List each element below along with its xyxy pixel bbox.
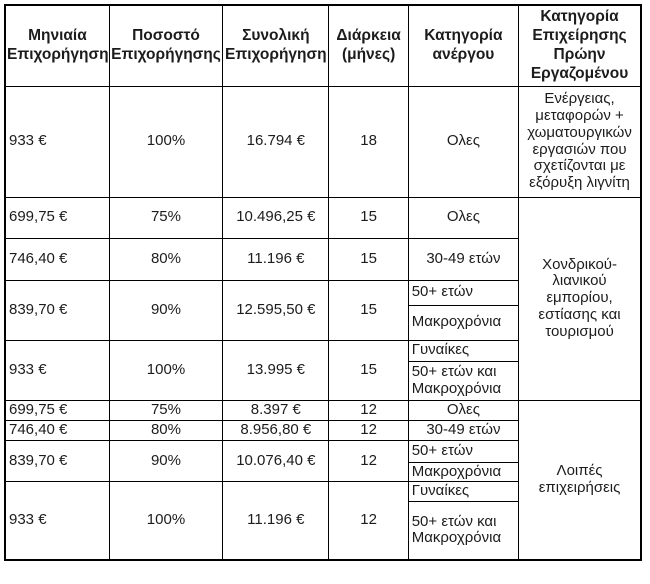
col-header-total-subsidy: Συνολική Επιχορήγηση (223, 5, 329, 86)
cell-percentage: 90% (109, 280, 222, 340)
cell-unemployed-category: 50+ ετών και Μακροχρόνια (408, 361, 518, 400)
header-row (5, 5, 641, 86)
cell-unemployed-category: Ολες (408, 197, 518, 238)
cell-monthly: 933 € (5, 86, 109, 197)
cell-total: 12.595,50 € (223, 280, 329, 340)
cell-months: 15 (329, 197, 408, 238)
cell-monthly: 746,40 € (5, 420, 109, 440)
cell-unemployed-category: Ολες (408, 400, 518, 420)
cell-percentage: 80% (109, 238, 222, 280)
cell-percentage: 100% (109, 482, 222, 560)
col-header-monthly-subsidy: Μηνιαία Επιχορήγηση (5, 5, 109, 86)
cell-total: 10.076,40 € (223, 440, 329, 482)
cell-total: 10.496,25 € (223, 197, 329, 238)
cell-monthly: 839,70 € (5, 440, 109, 482)
cell-total: 11.196 € (223, 482, 329, 560)
cell-monthly: 933 € (5, 482, 109, 560)
cell-months: 12 (329, 440, 408, 482)
cell-total: 13.995 € (223, 340, 329, 400)
cell-unemployed-category: 30-49 ετών (408, 238, 518, 280)
cell-percentage: 75% (109, 400, 222, 420)
cell-unemployed-category: Μακροχρόνια (408, 305, 518, 340)
cell-months: 12 (329, 482, 408, 560)
table-row (5, 197, 641, 238)
cell-unemployed-category: 50+ ετών και Μακροχρόνια (408, 502, 518, 560)
col-header-business-category: Κατηγορία Επιχείρησης Πρώην Εργαζομένου (519, 5, 641, 86)
cell-unemployed-category: 50+ ετών (408, 440, 518, 462)
cell-business-category-retail-tourism: Χονδρικού-λιανικού εμπορίου, εστίασης και τουρισμού (519, 197, 641, 400)
cell-unemployed-category: Μακροχρόνια (408, 462, 518, 482)
cell-unemployed-category: Ολες (408, 86, 518, 197)
col-header-subsidy-percentage: Ποσοστό Επιχορήγησης (109, 5, 222, 86)
cell-total: 16.794 € (223, 86, 329, 197)
cell-monthly: 699,75 € (5, 400, 109, 420)
subsidy-table (4, 4, 642, 561)
cell-months: 12 (329, 420, 408, 440)
cell-monthly: 839,70 € (5, 280, 109, 340)
cell-percentage: 100% (109, 86, 222, 197)
cell-months: 15 (329, 280, 408, 340)
cell-months: 15 (329, 238, 408, 280)
cell-percentage: 100% (109, 340, 222, 400)
cell-percentage: 80% (109, 420, 222, 440)
cell-months: 12 (329, 400, 408, 420)
table-row (5, 86, 641, 197)
cell-total: 8.956,80 € (223, 420, 329, 440)
cell-unemployed-category: Γυναίκες (408, 340, 518, 361)
cell-months: 15 (329, 340, 408, 400)
cell-business-category-other: Λοιπές επιχειρήσεις (519, 400, 641, 560)
col-header-unemployed-category: Κατηγορία ανέργου (408, 5, 518, 86)
cell-unemployed-category: 50+ ετών (408, 280, 518, 305)
cell-total: 8.397 € (223, 400, 329, 420)
cell-monthly: 746,40 € (5, 238, 109, 280)
cell-unemployed-category: 30-49 ετών (408, 420, 518, 440)
table-row (5, 400, 641, 420)
cell-percentage: 90% (109, 440, 222, 482)
cell-total: 11.196 € (223, 238, 329, 280)
cell-unemployed-category: Γυναίκες (408, 482, 518, 502)
cell-business-category-energy: Ενέργειας, μεταφορών + χωματουργικών εργασιών που σχετίζονται με εξόρυξη λιγνίτη (519, 86, 641, 197)
cell-months: 18 (329, 86, 408, 197)
cell-percentage: 75% (109, 197, 222, 238)
cell-monthly: 699,75 € (5, 197, 109, 238)
cell-monthly: 933 € (5, 340, 109, 400)
col-header-duration-months: Διάρκεια (μήνες) (329, 5, 408, 86)
